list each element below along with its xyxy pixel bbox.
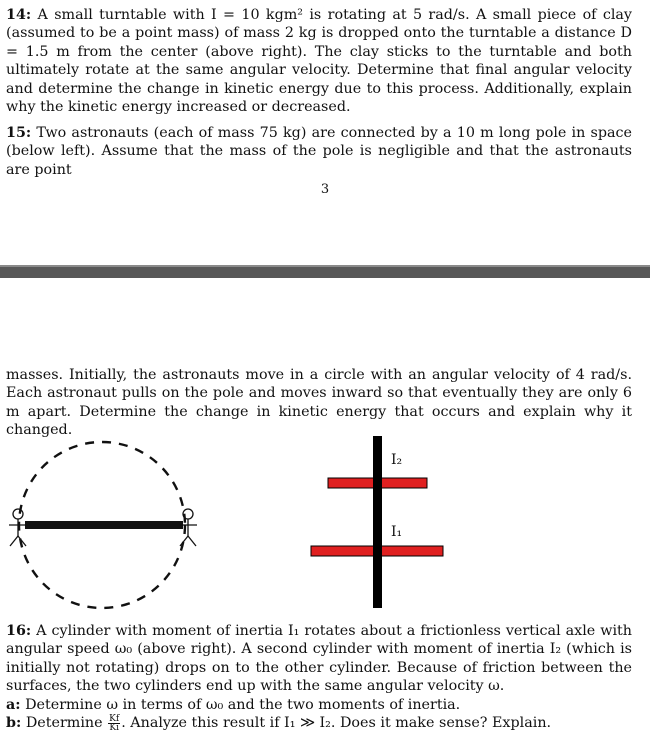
problem-16 [6,622,632,732]
kinetic-ratio-fraction [108,715,120,732]
part-b-pre: Determine [25,715,103,732]
problem-16-label: 16: [6,623,32,639]
cylinder-figure [300,430,460,610]
problem-14-text: A small turntable with I = 10 kgm² is rotating at 5 rad/s. A small piece of clay (assumed to be a point mass) of mass 2 kg is dropped onto the turntable a distance D = 1.5 m from the center (above right). The clay sticks to the turntable and both ultimately rotate at the same angular velocity. Determine that final angular velocity and determine the change in kinetic energy due to this process. Additionally, explain why the kinetic energy increased or decreased. [6,7,632,116]
part-b-label: b: [6,715,22,732]
fraction-numerator: Kf [109,713,120,724]
fraction-denominator: Ki [109,722,119,733]
label-I2: I₂ [391,452,403,468]
page-number: 3 [320,182,330,197]
part-a-text: Determine ω in terms of ω₀ and the two moments of inertia. [25,696,461,713]
page-break-highlight [0,265,650,267]
problem-15-text-2: masses. Initially, the astronauts move in a circle with an angular velocity of 4 rad/s. Each astronaut pulls on the pole and moves inward so that eventually they are only 6 m apart. Determine the change in kinetic energy that occurs and explain why it changed. [6,367,632,439]
problem-14-label: 14: [6,7,32,23]
problem-14 [6,6,632,116]
part-a-label: a: [6,696,21,713]
axle [373,436,382,608]
problem-15-label: 15: [6,125,32,141]
part-b-post: . Analyze this result if I₁ ≫ I₂. Does it make sense? Explain. [121,715,552,732]
problem-15-text-1: Two astronauts (each of mass 75 kg) are connected by a 10 m long pole in space (below left). Assume that the mass of the pole is negligible and that the astronauts are point [6,125,632,178]
astronaut-left [9,509,27,546]
label-I1: I₁ [391,524,403,540]
astronaut-figure [0,428,240,618]
problem-16-text: A cylinder with moment of inertia I₁ rotates about a frictionless vertical axle with angular speed ω₀ (above right). A second cylinder with moment of inertia I₂ (which is initially not rotating) drops on to the other cylinder. Because of friction between the surfaces, the two cylinders end up with the same angular velocity ω. [6,623,632,695]
pole [25,521,183,529]
problem-15 [6,124,632,179]
